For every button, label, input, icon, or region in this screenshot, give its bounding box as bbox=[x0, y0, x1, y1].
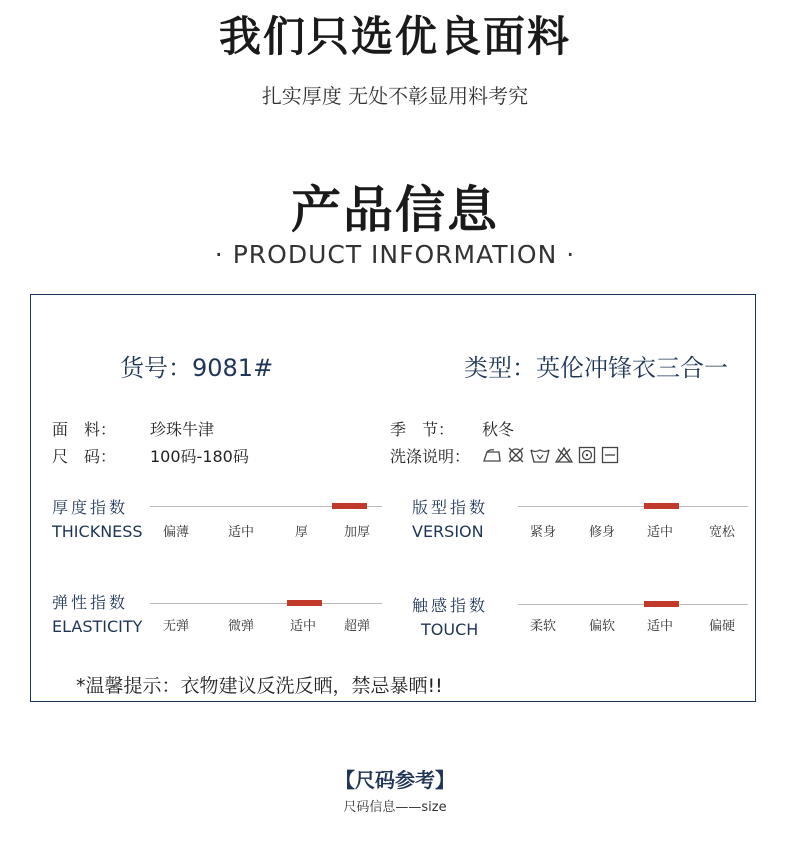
hand-wash-icon bbox=[530, 446, 550, 464]
season-label: 季 节： bbox=[390, 420, 455, 439]
no-tumble-dry-icon bbox=[507, 446, 525, 464]
elasticity-scale-4: 超弹 bbox=[344, 619, 371, 634]
size-label: 尺 码： bbox=[52, 447, 117, 466]
no-bleach-icon bbox=[555, 446, 573, 464]
season-value: 秋冬 bbox=[482, 420, 515, 439]
version-index-en: VERSION bbox=[412, 522, 484, 541]
thickness-scale-4: 加厚 bbox=[344, 525, 371, 540]
size-reference-title: 【尺码参考】 bbox=[335, 768, 455, 792]
version-scale-1: 紧身 bbox=[530, 525, 557, 540]
touch-scale-1: 柔软 bbox=[530, 619, 557, 634]
touch-marker bbox=[644, 601, 679, 607]
size-reference-subtitle: 尺码信息——size bbox=[343, 800, 447, 815]
touch-index-label: 触感指数 bbox=[412, 596, 489, 615]
thickness-scale-3: 厚 bbox=[295, 525, 309, 540]
thickness-scale-2: 适中 bbox=[228, 525, 255, 540]
version-index-label: 版型指数 bbox=[412, 498, 489, 517]
touch-index-en: TOUCH bbox=[421, 620, 479, 639]
care-icons bbox=[482, 446, 619, 464]
thickness-index-en: THICKNESS bbox=[52, 522, 143, 541]
iron-icon bbox=[482, 446, 502, 464]
version-scale-2: 修身 bbox=[589, 525, 616, 540]
elasticity-marker bbox=[287, 600, 322, 606]
elasticity-scale-1: 无弹 bbox=[163, 619, 190, 634]
version-track bbox=[518, 506, 748, 507]
fabric-label: 面 料： bbox=[52, 420, 117, 439]
elasticity-index-en: ELASTICITY bbox=[52, 617, 143, 636]
sku-label: 货号：9081# bbox=[120, 354, 274, 382]
elasticity-track bbox=[150, 603, 382, 604]
touch-scale-2: 偏软 bbox=[589, 619, 616, 634]
care-tip: *温馨提示：衣物建议反洗反晒，禁忌暴晒!! bbox=[76, 675, 443, 697]
type-label: 类型：英伦冲锋衣三合一 bbox=[464, 354, 728, 382]
page-subtitle: 扎实厚度 无处不彰显用料考究 bbox=[261, 84, 529, 108]
version-marker bbox=[644, 503, 679, 509]
page-title: 我们只选优良面料 bbox=[218, 12, 571, 61]
flat-dry-icon bbox=[601, 446, 619, 464]
touch-track bbox=[518, 604, 748, 605]
touch-scale-3: 适中 bbox=[647, 619, 674, 634]
size-value: 100码-180码 bbox=[150, 447, 249, 466]
fabric-value: 珍珠牛津 bbox=[150, 420, 215, 439]
elasticity-scale-3: 适中 bbox=[290, 619, 317, 634]
version-scale-4: 宽松 bbox=[709, 525, 736, 540]
elasticity-index-label: 弹性指数 bbox=[52, 593, 129, 612]
dry-clean-icon bbox=[578, 446, 596, 464]
section-title: 产品信息 bbox=[291, 181, 499, 239]
thickness-marker bbox=[332, 503, 367, 509]
touch-scale-4: 偏硬 bbox=[709, 619, 736, 634]
thickness-scale-1: 偏薄 bbox=[163, 525, 190, 540]
elasticity-scale-2: 微弹 bbox=[228, 619, 255, 634]
section-subtitle: · PRODUCT INFORMATION · bbox=[214, 240, 576, 269]
thickness-index-label: 厚度指数 bbox=[52, 498, 129, 517]
wash-label: 洗涤说明： bbox=[390, 447, 471, 466]
version-scale-3: 适中 bbox=[647, 525, 674, 540]
